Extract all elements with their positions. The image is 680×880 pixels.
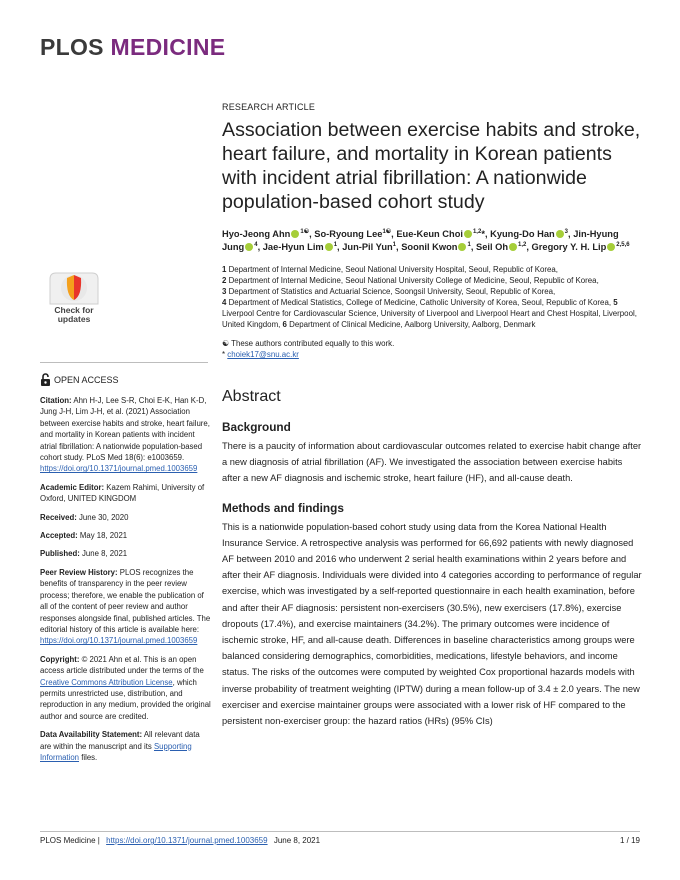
author[interactable] xyxy=(396,229,485,239)
affiliation-number: 4 xyxy=(222,298,227,307)
author-name: Eue-Keun Choi xyxy=(396,229,463,239)
sidebar-divider xyxy=(40,362,208,363)
supporting-info-link[interactable]: Supporting Information xyxy=(40,741,192,762)
author[interactable] xyxy=(342,242,396,252)
affiliation-number: 1 xyxy=(222,265,227,274)
author-affiliation-sup: 1 xyxy=(333,242,338,248)
copyright-label: Copyright: xyxy=(40,654,80,664)
received-label: Received: xyxy=(40,512,77,522)
footer-date: June 8, 2021 xyxy=(273,836,321,845)
orcid-icon[interactable] xyxy=(458,243,466,251)
logo-plos: PLOS xyxy=(40,34,104,60)
page-number: 1 / 19 xyxy=(619,836,640,845)
author-name: Seil Oh xyxy=(476,242,509,252)
editor-label: Academic Editor: xyxy=(40,482,105,492)
copyright-block xyxy=(40,654,212,722)
corresponding-email-link[interactable]: choiek17@snu.ac.kr xyxy=(227,350,299,359)
check-updates-icon xyxy=(40,270,108,306)
published-block xyxy=(40,548,212,559)
author[interactable] xyxy=(476,242,526,252)
author-affiliation-sup: 4 xyxy=(254,242,258,248)
author-affiliation-sup: 1☯ xyxy=(300,229,310,235)
affiliation xyxy=(283,320,536,329)
author-affiliation-sup: 1,2 xyxy=(518,242,527,248)
methods-text: This is a nationwide population-based cohort study using data from the Korea National Health Insurance Service. A retrospective analysis was performed for 66,692 patients with newly diagnosed AF between 2010 and 2016 who underwent 2 serial health examinations within 2 years before and after their AF diagnosis. Individuals were divided into 4 categories according to performance of regular exercise, which was investigated by a self-reported questionnaire in each health examination, before and after their AF diagnosis: persistent non-exercisers (30.5%), new exercisers (17.8%), exercise dropouts (17.4%), and exercise maintainers (34.2%). The primary outcomes were incidence of ischemic stroke, HF, and all-cause death. Differences in baseline characteristics among groups were balanced considering demographics, comorbidities, medications, lifestyle behaviors, and income status. The risks of the outcomes were computed by weighted Cox proportional hazards models with inverse probability of treatment weighting (IPTW) during a mean follow-up of 3.4 ± 2.0 years. The new exerciser and exercise maintainer groups were associated with a lower risk of HF compared to the persistent non-exerciser group: the hazard ratios (HRs) (95% CIs) xyxy=(222,521,642,727)
data-availability-block xyxy=(40,729,212,763)
accepted-label: Accepted: xyxy=(40,531,78,541)
affiliation xyxy=(222,298,613,307)
footer-journal: PLOS Medicine | xyxy=(40,836,100,845)
corresponding-author xyxy=(222,349,642,360)
author-affiliation-sup: 1 xyxy=(392,242,397,248)
affiliation-text: Department of Statistics and Actuarial Science, Soongsil University, Seoul, Republic of Korea, xyxy=(226,287,556,296)
open-lock-icon xyxy=(40,373,51,386)
footer-doi-link[interactable]: https://doi.org/10.1371/journal.pmed.1003659 xyxy=(106,836,268,845)
affiliation-text: Department of Internal Medicine, Seoul National University Hospital, Seoul, Republic of Korea, xyxy=(226,265,558,274)
logo-medicine: MEDICINE xyxy=(110,34,226,60)
editor-text: Kazem Rahimi, University of Oxford, UNITED KINGDOM xyxy=(40,482,205,504)
published-date: June 8, 2021 xyxy=(82,549,128,559)
equal-contribution-note: ☯ These authors contributed equally to this work. xyxy=(222,339,395,348)
affiliation-text: Department of Clinical Medicine, Aalborg University, Aalborg, Denmark xyxy=(286,320,536,329)
orcid-icon[interactable] xyxy=(556,230,564,238)
orcid-icon[interactable] xyxy=(291,230,299,238)
accepted-block xyxy=(40,530,212,541)
abstract-heading: Abstract xyxy=(222,388,281,405)
affiliation-text: Department of Medical Statistics, College of Medicine, Catholic University of Korea, Seoul, Republic of Korea, xyxy=(226,298,614,307)
author-name: So-Ryoung Lee xyxy=(314,229,383,239)
article-main xyxy=(222,102,642,729)
sidebar xyxy=(40,270,212,770)
check-for-updates-badge[interactable] xyxy=(40,270,108,332)
affiliation-text: Liverpool Centre for Cardiovascular Science, University of Liverpool and Liverpool Heart and Chest Hospital, Liverpool, United Kingdom, xyxy=(222,309,637,329)
corresponding-mark: * xyxy=(222,350,226,359)
author-name: Jae-Hyun Lim xyxy=(262,242,324,252)
peer-review-block xyxy=(40,567,212,647)
author-list: Hyo-Jeong Ahn $^{1☯}$, So-Ryoung Lee$^{1☯}$, Eue-Keun Choi $^{1,2}$*, Kyung-Do Han $^3$, Jin-Hyung Jung $^4$, Jae-Hyun Lim $^1$, Jun-Pil Yun$^1$, Soonil Kwon $^1$, Seil Oh $^{1,2}$, Gregory Y. H. Lip $^{2,5,6}$ xyxy=(222,229,630,252)
page-footer xyxy=(40,831,640,845)
affiliation-number: 2 xyxy=(222,276,227,285)
author-affiliation-sup: 1 xyxy=(467,242,471,248)
background-heading: Background xyxy=(222,420,291,434)
editor-block xyxy=(40,482,212,505)
author-name: Jun-Pil Yun xyxy=(342,242,393,252)
author-affiliation-sup: 1,2 xyxy=(472,229,482,235)
journal-logo[interactable] xyxy=(40,34,225,61)
received-block xyxy=(40,512,212,523)
check-updates-label: Check for updates xyxy=(54,305,94,324)
author-notes xyxy=(222,338,642,360)
author[interactable] xyxy=(263,242,337,252)
author[interactable] xyxy=(532,242,630,252)
copyright-text: © 2021 Ahn et al. This is an open access article distributed under the terms of the xyxy=(40,654,204,676)
author-affiliation-sup: 3 xyxy=(564,229,569,235)
published-label: Published: xyxy=(40,549,80,559)
copyright-text-end: , which permits unrestricted use, distribution, and reproduction in any medium, provided the original author and source are credited. xyxy=(40,677,211,721)
data-availability-text: All relevant data are within the manuscript and its xyxy=(40,730,200,751)
citation-label: Citation: xyxy=(40,396,72,405)
orcid-icon[interactable] xyxy=(325,243,333,251)
open-access-label: OPEN ACCESS xyxy=(54,374,119,385)
author-affiliation-sup: 1☯ xyxy=(382,229,392,235)
peer-review-label: Peer Review History: xyxy=(40,567,118,577)
orcid-icon[interactable] xyxy=(509,243,517,251)
affiliation xyxy=(222,265,558,274)
background-text: There is a paucity of information about cardiovascular outcomes related to exercise habit change after a new diagnosis of atrial fibrillation (AF). We investigated the association between exercise habits after a new AF diagnosis and ischemic stroke, heart failure (HF), and all-cause death. xyxy=(222,441,642,484)
affiliations xyxy=(222,264,642,330)
author-name: Jin-Hyung Jung xyxy=(222,229,619,252)
author-affiliation-sup: 2,5,6 xyxy=(616,242,630,248)
corresponding-marker: * xyxy=(481,229,485,239)
orcid-icon[interactable] xyxy=(464,230,472,238)
author[interactable] xyxy=(490,229,568,239)
data-availability-text-end: files. xyxy=(81,752,98,762)
peer-review-link[interactable]: https://doi.org/10.1371/journal.pmed.1003659 xyxy=(40,636,198,646)
affiliation xyxy=(222,276,599,285)
author[interactable] xyxy=(314,229,391,239)
data-availability-label: Data Availability Statement: xyxy=(40,730,143,740)
orcid-icon[interactable] xyxy=(245,243,253,251)
affiliation-number: 5 xyxy=(613,298,618,307)
peer-review-text: PLOS recognizes the benefits of transparency in the peer review process; therefore, we enable the publication of all of the content of peer review and author responses alongside final, published articles. The editorial history of this article is available here: xyxy=(40,567,211,634)
author[interactable] xyxy=(401,242,471,252)
author-name: Gregory Y. H. Lip xyxy=(531,242,607,252)
author[interactable] xyxy=(222,229,309,239)
footer-left xyxy=(40,836,324,845)
open-access-badge xyxy=(40,373,212,386)
license-link[interactable]: Creative Commons Attribution License xyxy=(40,677,173,687)
author-name: Soonil Kwon xyxy=(401,242,458,252)
affiliation-number: 6 xyxy=(282,320,287,329)
accepted-date: May 18, 2021 xyxy=(79,531,128,541)
affiliation-number: 3 xyxy=(222,287,227,296)
affiliation-text: Department of Internal Medicine, Seoul National University College of Medicine, Seoul, Republic of Korea, xyxy=(226,276,599,285)
received-date: June 30, 2020 xyxy=(79,512,129,522)
orcid-icon[interactable] xyxy=(607,243,615,251)
affiliation xyxy=(222,287,555,296)
methods-heading: Methods and findings xyxy=(222,500,344,515)
citation-block xyxy=(40,395,212,475)
citation-text: Ahn H-J, Lee S-R, Choi E-K, Han K-D, Jung J-H, Lim J-H, et al. (2021) Association between exercise habits and stroke, heart failure, and mortality in Korean patients with incident atrial fibrillation: A nationwide population-based cohort study. PLoS Med 18(6): e1003659. xyxy=(40,396,210,463)
author-name: Kyung-Do Han xyxy=(490,229,555,239)
citation-doi-link[interactable]: https://doi.org/10.1371/journal.pmed.1003659 xyxy=(40,464,198,474)
author-name: Hyo-Jeong Ahn xyxy=(222,229,291,239)
article-type: RESEARCH ARTICLE xyxy=(222,102,316,112)
article-title: Association between exercise habits and stroke, heart failure, and mortality in Korean patients with incident atrial fibrillation: A nationwide population-based cohort study xyxy=(222,119,641,213)
